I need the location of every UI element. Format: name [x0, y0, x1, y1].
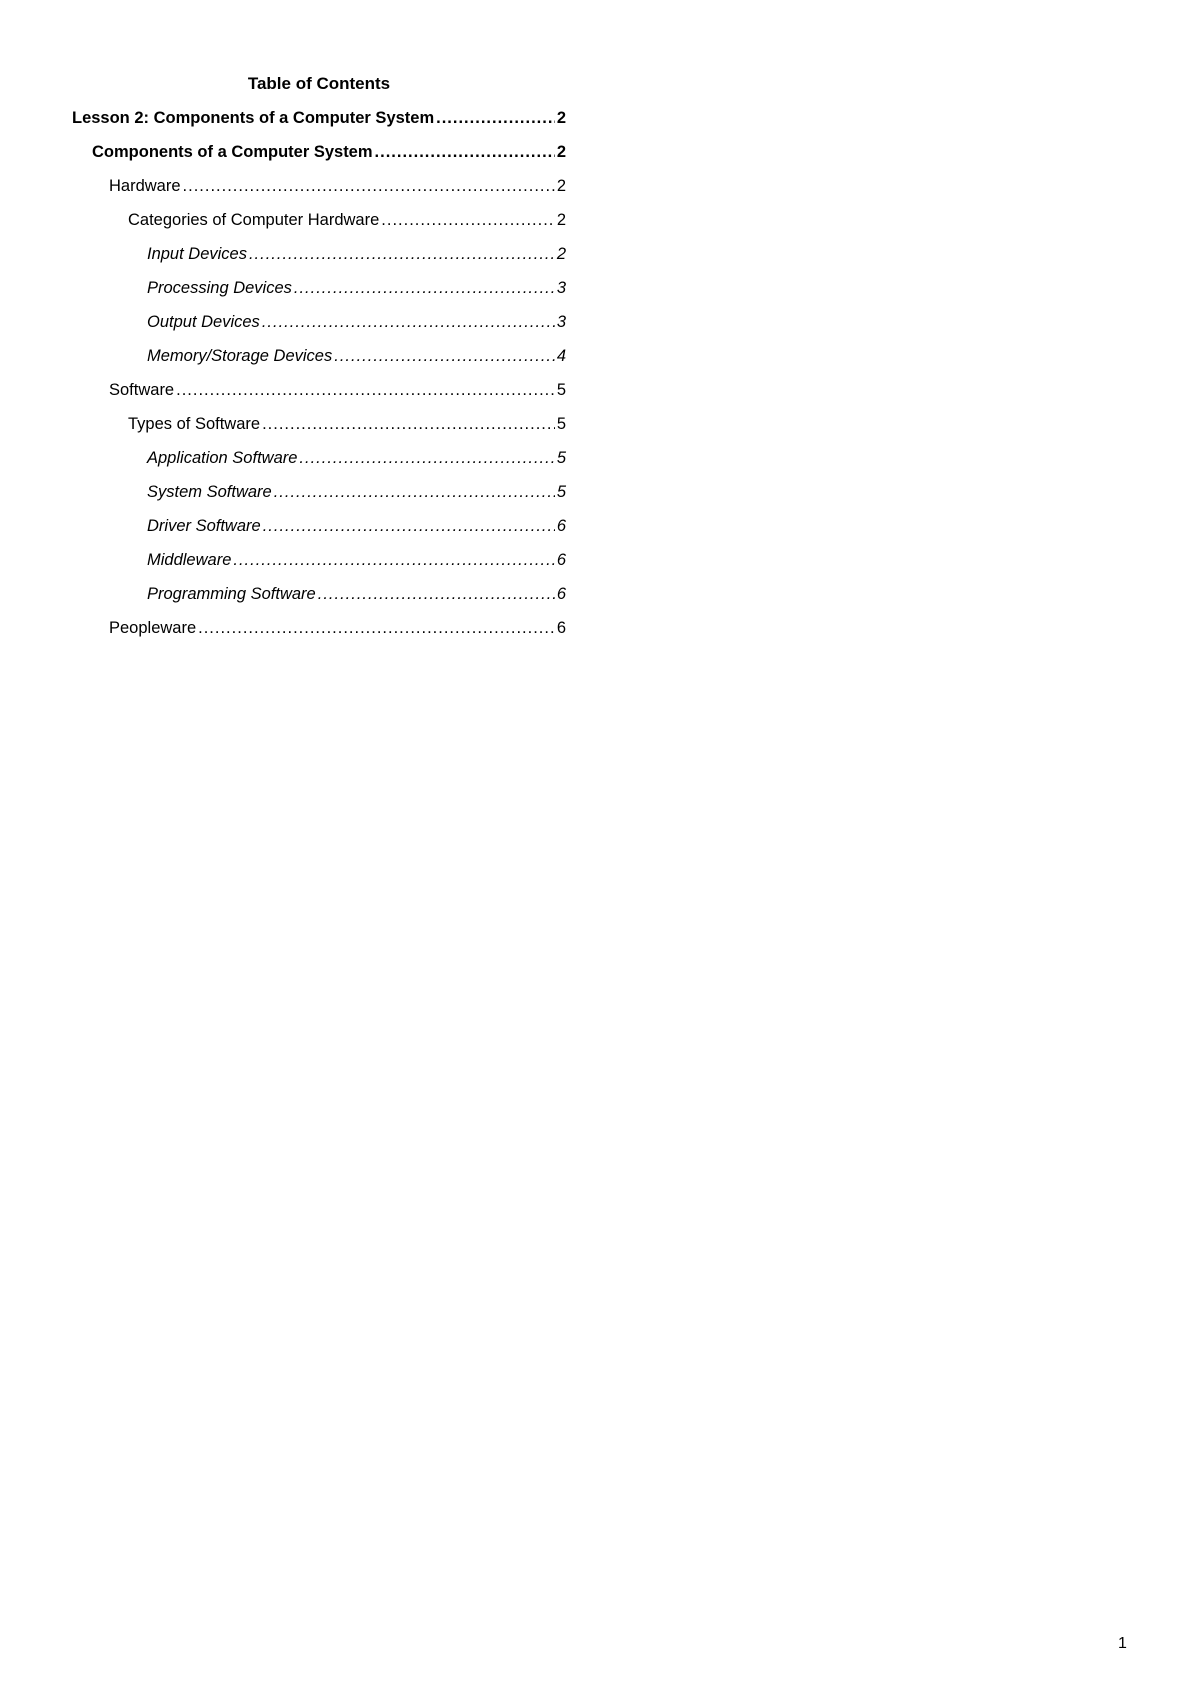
- toc-entry-page: 4: [556, 347, 566, 365]
- toc-entry-label: Programming Software: [147, 585, 316, 603]
- toc-entry-page: 5: [556, 381, 566, 399]
- dot-leader: [262, 310, 555, 334]
- dot-leader: [183, 174, 555, 198]
- toc-entry[interactable]: [72, 242, 566, 276]
- toc-entry[interactable]: [72, 208, 566, 242]
- toc-entry[interactable]: [72, 616, 566, 650]
- toc-entry-label: Middleware: [147, 551, 232, 569]
- toc-entry-label: Output Devices: [147, 313, 260, 331]
- toc-entry-page: 5: [556, 483, 566, 501]
- toc-entry-page: 5: [556, 449, 566, 467]
- dot-leader: [176, 378, 555, 402]
- toc-entry-page: 6: [556, 551, 566, 569]
- toc-entry[interactable]: [72, 514, 566, 548]
- toc-entry-page: 6: [556, 619, 566, 637]
- toc-entry[interactable]: [72, 480, 566, 514]
- dot-leader: [299, 446, 554, 470]
- toc-entry-label: Categories of Computer Hardware: [128, 211, 380, 229]
- dot-leader: [249, 242, 555, 266]
- page-number: 1: [1118, 1635, 1127, 1652]
- toc-entry-page: 3: [556, 279, 566, 297]
- toc-entry-page: 2: [556, 143, 566, 161]
- dot-leader: [262, 412, 555, 436]
- toc-entry-label: Driver Software: [147, 517, 261, 535]
- dot-leader: [294, 276, 555, 300]
- toc-entry[interactable]: [72, 106, 566, 140]
- toc-entry-page: 5: [556, 415, 566, 433]
- toc-entry[interactable]: [72, 582, 566, 616]
- toc-entry-page: 3: [556, 313, 566, 331]
- toc-entry[interactable]: [72, 310, 566, 344]
- toc-entry-page: 2: [556, 109, 566, 127]
- dot-leader: [375, 140, 555, 164]
- toc-entry-page: 2: [556, 211, 566, 229]
- toc-entry-label: Memory/Storage Devices: [147, 347, 333, 365]
- dot-leader: [198, 616, 555, 640]
- toc-entry[interactable]: [72, 412, 566, 446]
- table-of-contents: [72, 106, 566, 650]
- toc-entry-label: Software: [109, 381, 175, 399]
- toc-entry-label: Lesson 2: Components of a Computer System: [72, 109, 435, 127]
- toc-entry[interactable]: [72, 548, 566, 582]
- dot-leader: [381, 208, 555, 232]
- toc-entry-label: Peopleware: [109, 619, 197, 637]
- dot-leader: [318, 582, 555, 606]
- toc-entry-label: Input Devices: [147, 245, 247, 263]
- toc-entry[interactable]: [72, 378, 566, 412]
- dot-leader: [274, 480, 555, 504]
- toc-title: Table of Contents: [247, 74, 391, 93]
- toc-entry[interactable]: [72, 174, 566, 208]
- toc-entry[interactable]: [72, 276, 566, 310]
- toc-entry-page: 6: [556, 585, 566, 603]
- toc-entry[interactable]: [72, 344, 566, 378]
- dot-leader: [436, 106, 555, 130]
- dot-leader: [334, 344, 555, 368]
- toc-entry-label: System Software: [147, 483, 272, 501]
- toc-entry-page: 2: [556, 245, 566, 263]
- dot-leader: [233, 548, 554, 572]
- toc-entry[interactable]: [72, 446, 566, 480]
- toc-entry-label: Processing Devices: [147, 279, 292, 297]
- toc-entry-label: Types of Software: [128, 415, 261, 433]
- toc-entry-label: Components of a Computer System: [92, 143, 373, 161]
- toc-entry-page: 2: [556, 177, 566, 195]
- dot-leader: [263, 514, 555, 538]
- toc-entry-page: 6: [556, 517, 566, 535]
- toc-entry-label: Application Software: [147, 449, 298, 467]
- toc-entry-label: Hardware: [109, 177, 181, 195]
- toc-entry[interactable]: [72, 140, 566, 174]
